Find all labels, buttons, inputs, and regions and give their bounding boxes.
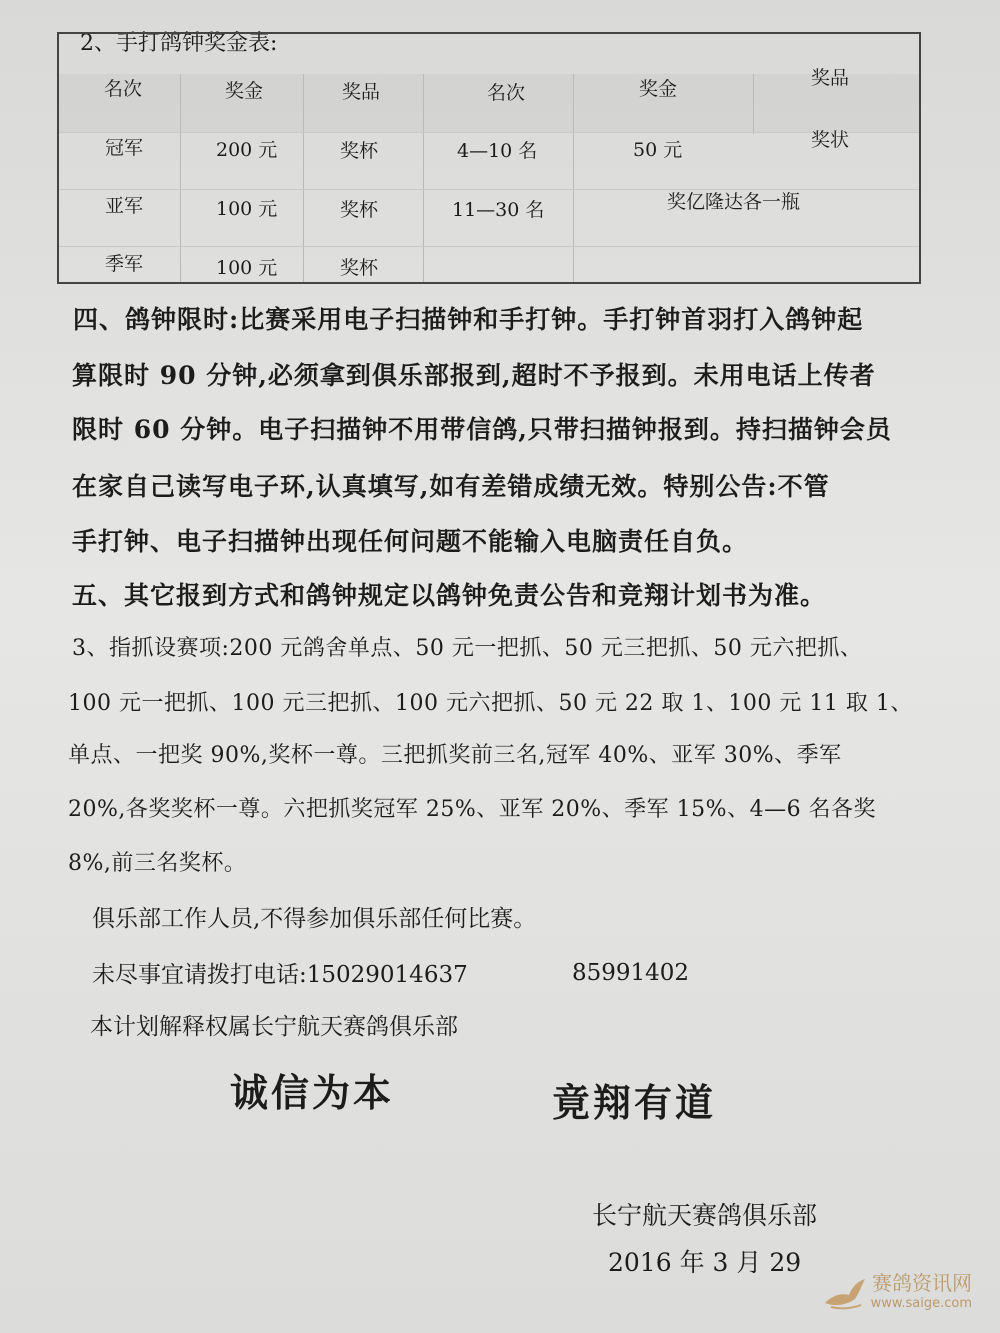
watermark: [821, 1267, 972, 1311]
section3-line-4: 20%,各奖奖杯一尊。六把抓奖冠军 25%、亚军 20%、季军 15%、4—6 名各奖: [68, 797, 877, 822]
signature-date: 2016 年 3 月 29: [608, 1248, 802, 1277]
cell-rank-third: 季军: [105, 253, 144, 275]
section4-line-4: 在家自己读写电子环,认真填写,如有差错成绩无效。特别公告:不管: [72, 472, 830, 501]
header-award: 奖品: [342, 81, 381, 103]
staff-note: 俱乐部工作人员,不得参加俱乐部任何比赛。: [92, 906, 537, 932]
table-column-divider: [573, 74, 574, 282]
cell-prize-yilongda: 奖亿隆达各一瓶: [667, 191, 801, 213]
slogan-competition: 竟翔有道: [552, 1080, 717, 1125]
pigeon-logo-icon: [821, 1271, 867, 1311]
cell-rank-4-10: 4—10 名: [457, 140, 538, 162]
section4-line-1: 四、鸽钟限时:比赛采用电子扫描钟和手打钟。手打钟首羽打入鸽钟起: [73, 305, 864, 334]
slogan-integrity: 诚信为本: [230, 1070, 395, 1115]
section4-line-2: 算限时 90 分钟,必须拿到俱乐部报到,超时不予报到。未用电话上传者: [72, 361, 876, 390]
section3-line-3: 单点、一把奖 90%,奖杯一尊。三把抓奖前三名,冠军 40%、亚军 30%、季军: [68, 743, 842, 768]
signature-club: 长宁航天赛鸽俱乐部: [592, 1201, 818, 1230]
cell-money-third: 100 元: [216, 257, 278, 279]
cell-award-runner-up: 奖杯: [340, 199, 379, 221]
section4-line-5: 手打钟、电子扫描钟出现任何问题不能输入电脑责任自负。: [72, 527, 749, 556]
table-row-divider: [59, 132, 919, 133]
cell-money-runner-up: 100 元: [216, 198, 278, 220]
cell-award-champion: 奖杯: [340, 140, 379, 162]
table-row-divider: [59, 246, 919, 247]
section3-line-2: 100 元一把抓、100 元三把抓、100 元六把抓、50 元 22 取 1、100 元 11 取 1、: [68, 691, 913, 716]
header-award-2: 奖品: [811, 67, 850, 89]
phone-number-2: 85991402: [572, 960, 690, 986]
cell-money-4-10: 50 元: [633, 139, 683, 161]
prize-table-title: 2、手打鸽钟奖金表:: [80, 31, 278, 56]
section3-line-5: 8%,前三名奖杯。: [68, 851, 247, 876]
header-prize-money: 奖金: [225, 80, 264, 102]
table-column-divider: [753, 74, 754, 134]
watermark-site-name: 赛鸽资讯网: [872, 1271, 972, 1295]
section4-line-3: 限时 60 分钟。电子扫描钟不用带信鸽,只带扫描钟报到。持扫描钟会员: [72, 415, 892, 444]
cell-money-champion: 200 元: [216, 139, 278, 161]
table-column-divider: [180, 74, 181, 282]
cell-rank-runner-up: 亚军: [105, 195, 144, 217]
table-column-divider: [423, 74, 424, 282]
cell-rank-champion: 冠军: [105, 137, 144, 159]
cell-award-third: 奖杯: [340, 257, 379, 279]
section5-text: 五、其它报到方式和鸽钟规定以鸽钟免责公告和竞翔计划书为准。: [72, 581, 827, 610]
header-rank: 名次: [104, 78, 143, 100]
watermark-url: www.saige.com: [870, 1296, 972, 1311]
prize-table: [57, 32, 921, 284]
section3-line-1: 3、指抓设赛项:200 元鸽舍单点、50 元一把抓、50 元三把抓、50 元六把抓、: [72, 636, 863, 661]
rights-note: 本计划解释权属长宁航天赛鸽俱乐部: [90, 1014, 458, 1040]
table-column-divider: [303, 74, 304, 282]
header-rank-2: 名次: [487, 82, 526, 104]
header-prize-money-2: 奖金: [639, 78, 678, 100]
phone-note: 未尽事宜请拨打电话:15029014637: [92, 962, 468, 988]
cell-rank-11-30: 11—30 名: [452, 199, 545, 221]
cell-award-certificate: 奖状: [811, 129, 850, 151]
